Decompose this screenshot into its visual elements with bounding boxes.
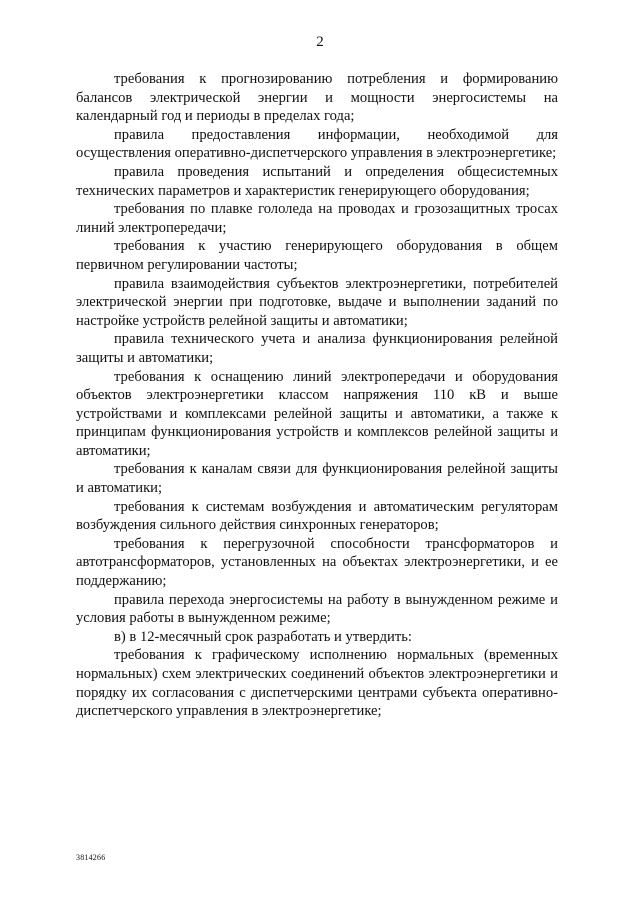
paragraph: требования к оснащению линий электропередачи и оборудования объектов электроэнергетики классом напряжения 110 кВ и выше устройствами и комплексами релейной защиты и автоматики, а также к принципам функционирования устройств и комплексов релейной защиты и автоматики; <box>76 368 558 459</box>
paragraph: требования к участию генерирующего оборудования в общем первичном регулировании частоты; <box>76 238 558 273</box>
document-body <box>76 70 558 721</box>
paragraph: правила перехода энергосистемы на работу в вынужденном режиме и условия работы в вынужденном режиме; <box>76 591 558 627</box>
paragraph: правила технического учета и анализа функционирования релейной защиты и автоматики; <box>76 331 558 366</box>
paragraph: правила предоставления информации, необходимой для осуществления оперативно-диспетчерского управления в электроэнергетике; <box>76 126 558 162</box>
paragraph: требования к каналам связи для функционирования релейной защиты и автоматики; <box>76 461 558 497</box>
page-number: 2 <box>316 34 324 50</box>
paragraph: требования по плавке гололеда на проводах и грозозащитных тросах линий электропередачи; <box>76 201 558 236</box>
paragraph: требования к системам возбуждения и автоматическим регуляторам возбуждения сильного действия синхронных генераторов; <box>76 498 558 534</box>
paragraph: в) в 12-месячный срок разработать и утвердить: <box>114 628 412 645</box>
document-code: 3814266 <box>76 853 106 862</box>
paragraph: правила проведения испытаний и определения общесистемных технических параметров и характеристик генерирующего оборудования; <box>76 163 558 199</box>
paragraph: требования к прогнозированию потребления и формированию балансов электрической энергии и мощности энергосистемы на календарный год и периоды в пределах года; <box>76 71 558 125</box>
paragraph: требования к графическому исполнению нормальных (временных нормальных) схем электрических соединений объектов электроэнергетики и порядку их согласования с диспетчерскими центрами субъекта оперативно-диспетчерского управления в электроэнергетике; <box>76 647 558 720</box>
paragraph: правила взаимодействия субъектов электроэнергетики, потребителей электрической энергии при подготовке, выдаче и выполнении заданий по настройке устройств релейной защиты и автоматики; <box>76 275 558 329</box>
paragraph: требования к перегрузочной способности трансформаторов и автотрансформаторов, установленных на объектах электроэнергетики, и ее поддержанию; <box>76 535 558 590</box>
